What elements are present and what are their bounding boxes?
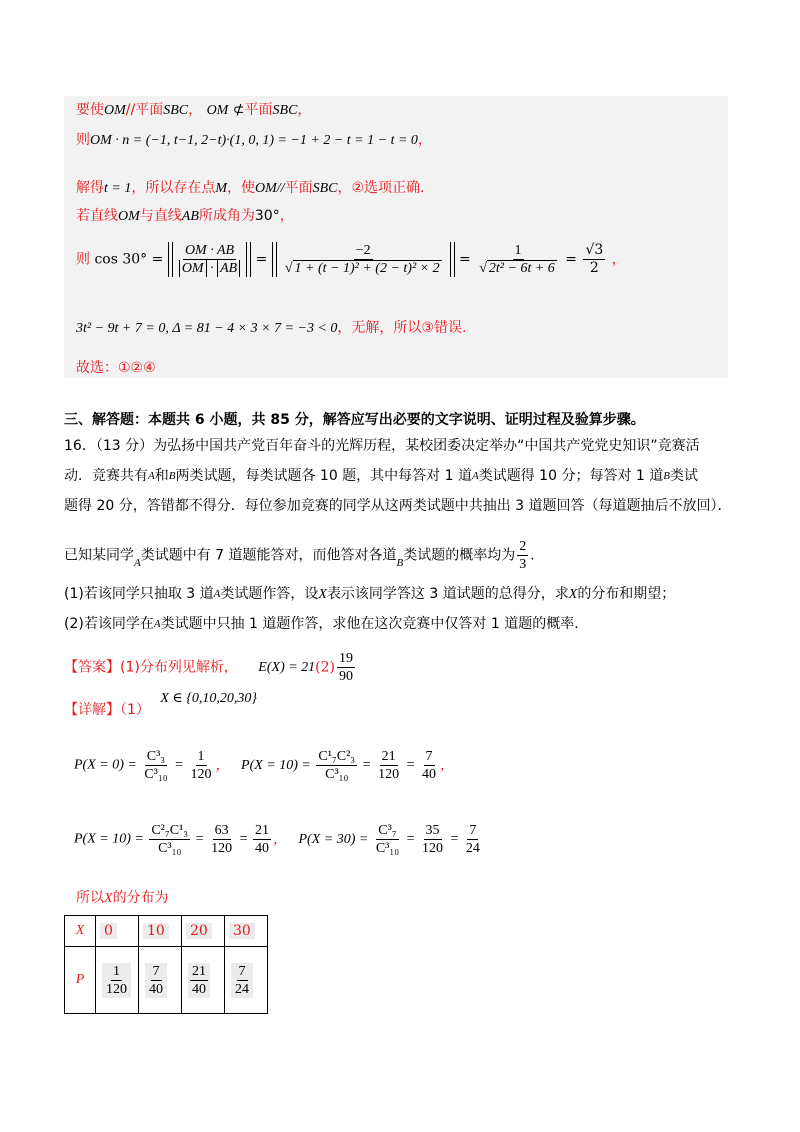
dot-product-expression: OM · n = (−1, t−1, 2−t)·(1, 0, 1) = −1 + 2 − t = 1 − t = 0: [90, 133, 418, 148]
category-a: A: [148, 470, 155, 482]
problem-16-line-2: [64, 466, 698, 486]
line-discriminant: [76, 318, 466, 339]
line-cos-equation: 则 cos 30° = $\frac{OM \cdot AB}{OM \cdot AB}$ = $\frac{-2}{\text{√ 1 + (t − 1)² + (2 − t)² × 2}}$ = $\frac{1}{\text{√ 2t² − 6t + 6}}$ = $\frac{√3}{2}$ ，: [76, 242, 626, 276]
numerator: 7: [469, 823, 477, 838]
equation-lhs: P(X = 10) =: [74, 831, 144, 847]
denominator: C³₁₀: [325, 767, 349, 782]
denominator: 3: [519, 557, 527, 572]
numerator: 7: [152, 963, 160, 979]
denominator: C³₁₀: [158, 841, 182, 856]
text: 类试题得 10 分；每答对 1 道: [478, 468, 664, 484]
distribution-table: [64, 915, 268, 1014]
numerator: C¹₇C²₃: [318, 749, 356, 764]
table-cell-value: [182, 916, 225, 947]
text: 已知某同学: [64, 547, 134, 564]
text: 平面: [244, 102, 273, 118]
category-a: A: [213, 588, 221, 600]
norm-ab: AB: [217, 260, 240, 277]
denominator: 40: [422, 767, 437, 782]
answer-part-2-label: (2): [315, 659, 336, 676]
numerator: 1: [197, 749, 205, 764]
numerator: C³₃: [146, 749, 166, 764]
text: 的分布和期望；: [577, 586, 676, 602]
line-dot-product: [76, 130, 432, 151]
table-cell-prob: [182, 947, 225, 1014]
text: (2)若该同学在: [64, 616, 154, 632]
equation-lhs: P(X = 10) =: [241, 757, 311, 773]
table-cell-prob: [139, 947, 182, 1014]
text: 类试题中只抽 1 道题作答，求他在这次竞赛中仅答对 1 道题的概率.: [160, 616, 579, 632]
cos-lhs: cos 30° =: [94, 251, 164, 268]
abs-fraction-vectors: $\frac{OM \cdot AB}{OM \cdot AB}$: [168, 242, 251, 277]
text: ，②选项正确.: [337, 180, 425, 196]
equation-lhs: P(X = 0) =: [74, 757, 137, 773]
equation-lhs: P(X = 30) =: [298, 831, 369, 847]
numerator: 21: [254, 823, 269, 838]
detail-part: （1）: [120, 702, 150, 718]
detail-line: [64, 691, 257, 721]
variable-x: X: [104, 891, 113, 906]
category-b: B: [396, 557, 404, 569]
table-header-p: P: [65, 947, 96, 1014]
category-b: B: [168, 470, 176, 482]
vector-om: OM: [206, 103, 229, 118]
text: ，: [611, 251, 626, 268]
plane-name: SBC: [163, 103, 189, 118]
problem-16-line-3: 题得 20 分，答错都不得分．每位参加竞赛的同学从这两类试题中共抽出 3 道题回答（每道题抽后不放回）．: [64, 498, 732, 514]
text: ，所以存在点: [131, 180, 216, 196]
vector-om: OM: [118, 209, 140, 224]
denominator: C³₁₀: [375, 841, 400, 856]
line-solve-t: [76, 178, 424, 199]
text: 则: [76, 132, 90, 148]
text: //: [125, 102, 136, 118]
text: ，: [272, 831, 287, 848]
category-b: B: [663, 470, 670, 482]
denominator: 120: [422, 841, 444, 856]
text: ，: [279, 208, 294, 224]
cell-text: 20: [186, 923, 212, 939]
table-header-x: X: [65, 916, 96, 947]
angle-value: 30°: [254, 208, 280, 224]
table-cell-value: [96, 916, 139, 947]
text: ，使: [227, 180, 256, 196]
text: 若直线: [76, 208, 118, 224]
numerator: 2: [519, 539, 527, 554]
denominator: 120: [106, 981, 127, 997]
numerator: 35: [425, 823, 440, 838]
vector-om: OM//: [255, 181, 285, 196]
denominator: 2: [589, 260, 599, 276]
text: 平面: [135, 102, 164, 118]
numerator: 7: [425, 749, 433, 764]
line-condition: [76, 100, 311, 121]
point-m: M: [215, 181, 228, 196]
text: ，: [297, 102, 312, 118]
denominator: 2t² − 6t + 6: [488, 261, 555, 276]
category-a: A: [153, 618, 161, 630]
denominator: 90: [339, 669, 354, 684]
text: 要使: [76, 102, 104, 118]
norm-om: OM: [179, 260, 207, 277]
denominator: 24: [465, 841, 480, 856]
text: ，: [417, 132, 432, 148]
text: ，: [188, 102, 203, 118]
numerator: C²₇C¹₃: [151, 823, 189, 838]
table-cell-value: [139, 916, 182, 947]
vector-om: OM: [104, 103, 126, 118]
section-heading: 三、解答题：本题共 6 小题，共 85 分，解答应写出必要的文字说明、证明过程及验算步骤。: [64, 412, 645, 428]
numerator: C³₇: [378, 823, 397, 838]
cell-text: 30: [229, 923, 255, 939]
text: 与直线: [139, 208, 182, 224]
problem-16-line-4: [64, 538, 535, 573]
denominator: 40: [192, 981, 206, 997]
table-cell-prob: [225, 947, 268, 1014]
prob-equations-row-1: P(X = 0) = $\frac{\text{C³₃}}{\text{C³₁₀}}$ = $\frac{1}{120}$ ， P(X = 10) = $\frac{\text{C¹₇C²₃}}{\text{C³₁₀}}$ = $\frac{21}{120}$ = $\frac{7}{40}$ ，: [74, 749, 455, 782]
numerator: −2: [355, 243, 371, 258]
distribution-intro: [76, 888, 169, 909]
numerator: 1: [514, 243, 522, 258]
text: 动．竞赛共有: [64, 468, 148, 484]
answer-line: [64, 650, 357, 685]
numerator: 63: [214, 823, 229, 838]
detail-tag: 【详解】: [64, 702, 120, 718]
t-value: t = 1: [104, 181, 132, 196]
denominator: 120: [378, 767, 400, 782]
line-ab: AB: [181, 209, 199, 224]
abs-fraction-coordinates: $\frac{-2}{\text{√ 1 + (t − 1)² + (2 − t)² × 2}}$: [272, 242, 455, 277]
text: 平面: [284, 180, 313, 196]
cell-text: 10: [143, 923, 169, 939]
text: 类试题的概率均为: [403, 547, 516, 564]
denominator: 40: [254, 841, 269, 856]
table-cell-value: [225, 916, 268, 947]
table-row: [65, 947, 268, 1014]
text: 的分布为: [112, 890, 169, 906]
text: 类试题中有 7 道题能答对，而他答对各道: [140, 547, 397, 564]
numerator: OM · AB: [184, 243, 235, 258]
text: .: [530, 547, 535, 564]
variable-x: X: [568, 587, 578, 602]
table-cell-prob: [96, 947, 139, 1014]
discriminant-expression: 3t² − 9t + 7 = 0, Δ = 81 − 4 × 3 × 7 = −3 < 0: [76, 321, 338, 336]
text: 所以: [76, 890, 104, 906]
numerator: 7: [238, 963, 246, 979]
table-row: [65, 916, 268, 947]
denominator: C³₁₀: [144, 767, 168, 782]
text: ，无解，所以③错误.: [337, 320, 467, 336]
answer-part-1: (1)分布列见解析，: [120, 659, 238, 676]
text: 类试题作答，设: [220, 586, 319, 602]
text: 所成角为: [198, 208, 255, 224]
answer-tag: 【答案】: [64, 659, 120, 676]
problem-16-line-1: 16．（13 分）为弘扬中国共产党百年奋斗的光辉历程，某校团委决定举办“中国共产党党史知识”竞赛活: [64, 438, 700, 454]
text: 和: [154, 468, 169, 484]
plane-name: SBC: [312, 181, 338, 196]
numerator: 19: [339, 651, 354, 666]
numerator: 1: [113, 963, 120, 979]
denominator: 40: [149, 981, 163, 997]
text: (1)若该同学只抽取 3 道: [64, 586, 214, 602]
not-subset-symbol: ⊄: [232, 102, 245, 118]
numerator: 21: [192, 963, 206, 979]
text: ，: [215, 757, 230, 774]
answer-choice: 故选：①②④: [76, 360, 156, 376]
line-angle-condition: [76, 206, 294, 227]
denominator: 120: [190, 767, 212, 782]
denominator: 1 + (t − 1)² + (2 − t)² × 2: [294, 261, 440, 276]
value-set: X ∈ {0,10,20,30}: [160, 691, 257, 706]
expectation-value: E(X) = 21: [258, 659, 316, 675]
prob-equations-row-2: P(X = 10) = $\frac{\text{C²₇C¹₃}}{\text{C³₁₀}}$ = $\frac{63}{120}$ = $\frac{21}{40}$ ， P(X = 30) = $\frac{\text{C³₇}}{\text{C³₁₀}}$ = $\frac{35}{120}$ = $\frac{7}{24}$: [74, 823, 480, 856]
text: 表示该同学答这 3 道试题的总得分，求: [326, 586, 569, 602]
numerator: √3: [585, 242, 604, 258]
category-a: A: [472, 470, 479, 482]
cell-text: 0: [100, 923, 117, 939]
denominator: 120: [211, 841, 233, 856]
text: 类试: [670, 468, 698, 484]
text: 两类试题，每类试题各 10 题，其中每答对 1 道: [175, 468, 472, 484]
plane-name: SBC: [272, 103, 298, 118]
denominator: 24: [235, 981, 249, 997]
text: 则: [76, 251, 90, 268]
category-a: A: [134, 557, 141, 569]
question-1: [64, 584, 675, 605]
text: 解得: [76, 180, 104, 196]
variable-x: X: [318, 587, 327, 602]
text: ，: [440, 757, 455, 774]
question-2: [64, 614, 579, 634]
numerator: 21: [381, 749, 396, 764]
